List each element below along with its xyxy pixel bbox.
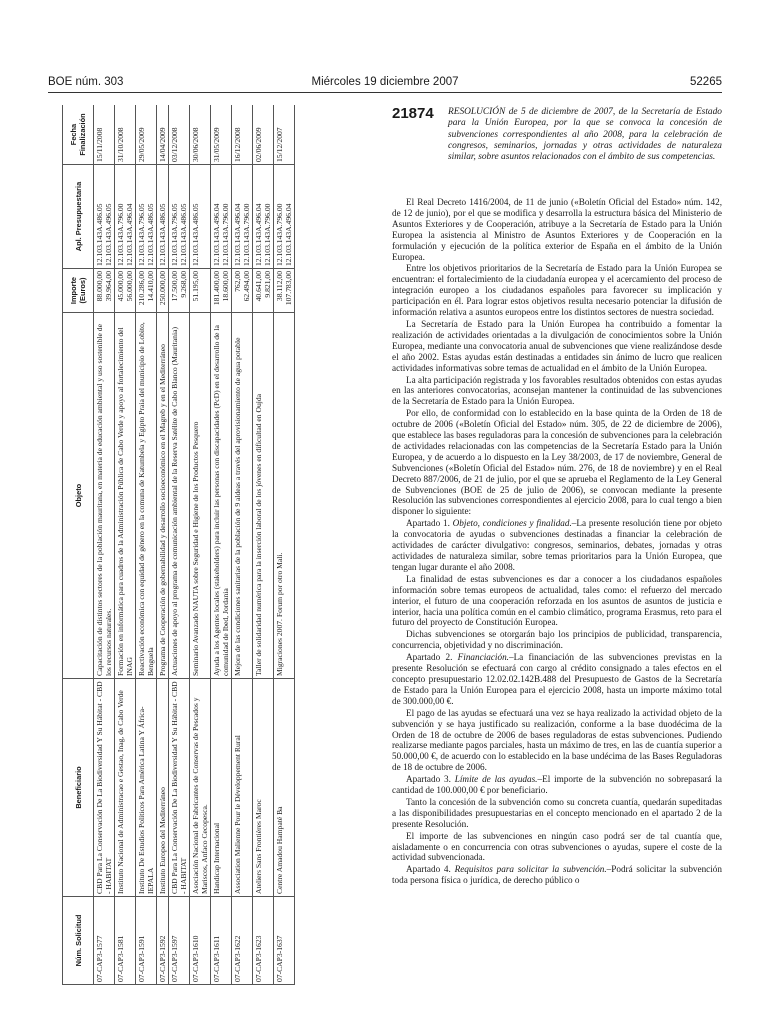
table-row (157, 105, 169, 985)
table-row (115, 105, 136, 985)
cell-fecha: 30/06/2008 (190, 105, 211, 165)
budget-line: 12.103.143A.496.04 (125, 203, 134, 266)
amount-value: 18.600,00 (221, 271, 230, 302)
cell-beneficiario: Instituto Nacional de Administracao e Gestao, Inag, de Cabo Verde (115, 679, 136, 897)
amount-value: 107.783,00 (284, 271, 293, 306)
cell-solicitud: 07-CAP3-1581 (115, 897, 136, 985)
budget-line: 12.103.143A.486.05 (95, 203, 104, 266)
paragraph: El importe de las subvenciones en ningún caso podrá ser de tal cuantía que, aisladamente o en concurrencia con otras subvenciones o ayudas, supere el coste de la actividad subvencionada. (392, 830, 722, 863)
article-label: Apartado 2. (406, 652, 453, 663)
article-text: –La presente resolución tiene por objeto la convocatoria de ayudas o subvenciones destinadas a financiar la celebración de actividades de carácter divulgativo: congresos, seminarios, debates, jornadas y otras actividades de naturaleza similar, sobre temas prioritarios para la Unión Europea, que tengan lugar durante el año 2008. (392, 518, 722, 572)
article-label: Apartado 3. (406, 774, 451, 785)
budget-line: 12.103.143A.486.05 (158, 203, 167, 266)
budget-line: 12.103.143A.796.00 (221, 203, 230, 266)
cell-aplicacion (190, 165, 211, 269)
paragraph: La finalidad de estas subvenciones es dar a conocer a los ciudadanos españoles información sobre temas europeos de actualidad, tales como: el refuerzo del mercado interior, el futuro de una cooperación reforzada en los asuntos de asuntos de justicia e interior, hacia una política común en el cambio climático, programa Erasmus, reto para el futuro del proyecto de Constitución Europea. (392, 573, 722, 628)
cell-objeto: Ayuda a los Agentes locales (stakeholders) para incluir las personas con discapacidades (PcD) en el desarrollo de la comunidad de Ibed, Jordania (211, 313, 232, 679)
grants-table-area (62, 105, 312, 985)
amount-value: 62.494,00 (242, 271, 251, 302)
resolution-body (392, 197, 722, 886)
budget-line: 12.103.143A.796.05 (137, 203, 146, 266)
table-body (94, 105, 295, 985)
cell-fecha: 31/10/2008 (115, 105, 136, 165)
cell-aplicacion (115, 165, 136, 269)
table-row (136, 105, 157, 985)
budget-line: 12.103.143A.496.04 (284, 203, 293, 266)
cell-beneficiario: Ateliers Sans Frontières Maroc (253, 679, 274, 897)
article-text: –El importe de la subvención no sobrepasará la cantidad de 100.000,00 € por beneficiario. (392, 774, 723, 796)
amount-value: 9.821,00 (263, 271, 272, 298)
budget-line: 12.103.143A.496.04 (254, 203, 263, 266)
cell-fecha: 15/11/2008 (94, 105, 115, 165)
cell-importe (232, 269, 253, 313)
page-header (48, 76, 722, 92)
cell-aplicacion (157, 165, 169, 269)
paragraph: Dichas subvenciones se otorgarán bajo los principios de publicidad, transparencia, concurrencia, objetividad y no discriminación. (392, 629, 722, 651)
cell-objeto: Mejora de las condiciones sanitarias de la población de 9 aldeas a través del aprovisionamiento de agua potable (232, 313, 253, 679)
cell-importe (274, 269, 295, 313)
cell-importe (169, 269, 190, 313)
amount-value: 56.000,00 (125, 271, 134, 302)
cell-fecha: 15/12/2007 (274, 105, 295, 165)
cell-importe (115, 269, 136, 313)
amount-value: 39.964,00 (104, 271, 113, 302)
article-label: Apartado 4. (406, 864, 451, 875)
article-4 (392, 864, 722, 886)
amount-value: 14.410,00 (146, 271, 155, 302)
cell-solicitud: 07-CAP3-1637 (274, 897, 295, 985)
cell-solicitud: 07-CAP3-1592 (157, 897, 169, 985)
cell-objeto: Capacitación de distintos sectores de la población mauritana, en materia de educación ambiental y uso sostenible de los recursos naturales. (94, 313, 115, 679)
cell-solicitud: 07-CAP3-1591 (136, 897, 157, 985)
paragraph: El Real Decreto 1416/2004, de 11 de junio («Boletín Oficial del Estado» núm. 142, de 12 de junio), por el que se modifica y desarrolla la estructura básica del Ministerio de Asuntos Exteriores y de Cooperación, atribuye a la Secretaría de Estado para la Unión Europea la asistencia al Ministro de Asuntos Exteriores y de Cooperación en la formulación y ejecución de la política exterior de España en el ámbito de la Unión Europea. (392, 197, 722, 262)
budget-line: 12.103.143A.796.00 (242, 203, 251, 266)
table-row (211, 105, 232, 985)
cell-importe (211, 269, 232, 313)
article-1 (392, 518, 722, 573)
cell-beneficiario: Asociación Nacional de Fabricantes de Conservas de Pescados y Mariscos, Anfaco Cecopesca. (190, 679, 211, 897)
budget-line: 12.103.143A.796.05 (170, 203, 179, 266)
cell-aplicacion (232, 165, 253, 269)
paragraph: La alta participación registrada y los favorables resultados obtenidos con estas ayudas en las anteriores convocatorias, aconsejan mantener la continuidad de las subvenciones de la Secretaría de Estado para la Unión Europea. (392, 374, 722, 407)
article-3 (392, 774, 722, 796)
column-header: Núm. Solicitud (63, 897, 94, 985)
article-title: Límite de las ayudas. (454, 774, 538, 785)
cell-objeto: Migraciones 2007. Forum por otro Mali. (274, 313, 295, 679)
paragraph: El pago de las ayudas se efectuará una vez se haya realizado la actividad objeto de la subvención y se haya justificado su realización, conforme a la base duodécima de la Orden de 18 de octubre de 2006 de bases reguladoras de estas subvenciones. Pudiendo realizarse mediante pagos parciales, hasta un máximo de tres, en las de cuantía superior a 50.000,00 €, de acuerdo con lo establecido en la base undécima de las Bases Reguladoras de 18 de octubre de 2006. (392, 707, 722, 773)
budget-line: 12.103.143A.496.04 (212, 203, 221, 266)
amount-value: 40.641,00 (254, 271, 263, 302)
paragraph: Tanto la concesión de la subvención como su concreta cuantía, quedarán supeditadas a las disponibilidades presupuestarias en el concepto mencionado en el apartado 2 de la presente Resolución. (392, 796, 722, 829)
amount-value: 17.500,00 (170, 271, 179, 302)
cell-solicitud: 07-CAP3-1597 (169, 897, 190, 985)
cell-objeto: Actuaciones de apoyo al programa de comunicación ambiental de la Reserva Satélite de Cabo Blanco (Mauritania) (169, 313, 190, 679)
cell-solicitud: 07-CAP3-1577 (94, 897, 115, 985)
cell-beneficiario: Instituto Europeo del Mediterráneo (157, 679, 169, 897)
budget-line: 12.103.143A.486.05 (179, 203, 188, 266)
cell-beneficiario: Handicap Internacional (211, 679, 232, 897)
rotated-table-container (62, 105, 312, 985)
budget-line: 12.103.143A.796.00 (116, 203, 125, 266)
page-number: 52265 (690, 76, 722, 88)
table-row (94, 105, 115, 985)
cell-solicitud: 07-CAP3-1611 (211, 897, 232, 985)
amount-value: 250.000,00 (158, 271, 167, 306)
header-rule (48, 92, 722, 93)
amount-value: 9.268,00 (179, 271, 188, 298)
amount-value: 210.286,00 (137, 271, 146, 306)
cell-importe (94, 269, 115, 313)
cell-solicitud: 07-CAP3-1610 (190, 897, 211, 985)
cell-objeto: Reactivación económica con equidad de género en la comuna de Katumbela y Egipto Praia del municipio de Lobito, Benguela (136, 313, 157, 679)
table-row (232, 105, 253, 985)
article-2 (392, 652, 722, 707)
cell-aplicacion (169, 165, 190, 269)
article-title: Objeto, condiciones y finalidad. (452, 518, 572, 529)
cell-importe (157, 269, 169, 313)
budget-line: 12.103.143A.486.05 (146, 203, 155, 266)
cell-objeto: Taller de solidaridad numérica para la inserción laboral de los jóvenes en dificultad en Oujda (253, 313, 274, 679)
amount-value: 88.000,00 (95, 271, 104, 302)
budget-line: 12.103.143A.796.00 (263, 203, 272, 266)
resolution-title: RESOLUCIÓN de 5 de diciembre de 2007, de la Secretaría de Estado para la Unión Europea, por la que se convoca la concesión de subvenciones correspondientes al año 2008, para la celebración de congresos, seminarios, jornadas y otras actividades de naturaleza similar, sobre asuntos relacionados con el ámbito de sus competencias. (448, 107, 722, 163)
amount-value: 38.112,00 (275, 271, 284, 302)
cell-aplicacion (136, 165, 157, 269)
cell-aplicacion (253, 165, 274, 269)
article-title: Financiación. (457, 652, 509, 663)
resolution-column (392, 105, 722, 887)
paragraph: La Secretaría de Estado para la Unión Europea ha contribuido a fomentar la realización de actividades orientadas a la divulgación de conocimientos sobre la Unión Europea, mediante una convocatoria anual de subvenciones que viene realizándose desde el año 2002. Estas ayudas están destinadas a entidades sin ánimo de lucro que realicen actividades informativas sobre temas de actualidad en el ámbito de la Unión Europea. (392, 318, 722, 373)
column-header: Objeto (63, 313, 94, 679)
cell-beneficiario: Centre Amadou Hampaté Ba (274, 679, 295, 897)
journal-issue: BOE núm. 303 (48, 76, 124, 88)
cell-beneficiario: Association Malienne Pour le Développement Rural (232, 679, 253, 897)
column-header: Importe (Euros) (63, 269, 94, 313)
cell-objeto: Seminario Avanzado NAUTA sobre Seguridad e Higiene de los Productos Pesquero (190, 313, 211, 679)
article-text: –La financiación de las subvenciones previstas en la presente Resolución se efectuará con cargo al crédito consignado a tales efectos en el concepto presupuestario 12.02.02.142B.488 del Presupuesto de Gastos de la Secretaría de Estado para la Unión Europea para el ejercicio 2008, hasta un importe máximo total de 300.000,00 €. (392, 652, 723, 706)
column-header: Beneficiario (63, 679, 94, 897)
table-row (190, 105, 211, 985)
cell-fecha: 16/12/2008 (232, 105, 253, 165)
cell-importe (190, 269, 211, 313)
cell-fecha: 31/05/2009 (211, 105, 232, 165)
budget-line: 12.103.143A.496.04 (233, 203, 242, 266)
cell-importe (136, 269, 157, 313)
table-row (274, 105, 295, 985)
cell-beneficiario: Instituto De Estudios Políticos Para América Latina Y África-IEPALA (136, 679, 157, 897)
cell-solicitud: 07-CAP3-1623 (253, 897, 274, 985)
table-row (169, 105, 190, 985)
cell-fecha: 03/12/2008 (169, 105, 190, 165)
cell-objeto: Programa de Cooperación de gobernabilidad y desarrollo socioeconómico en el Magreb y en el Mediterráneo (157, 313, 169, 679)
article-title: Requisitos para solicitar la subvención. (454, 864, 607, 875)
cell-fecha: 02/06/2009 (253, 105, 274, 165)
cell-objeto: Formación en informática para cuadros de la Administración Pública de Cabo Verde y apoyo al fortalecimiento del INAG (115, 313, 136, 679)
cell-aplicacion (211, 165, 232, 269)
resolution-heading (392, 105, 722, 197)
column-header: Apl. Presupuestaria (63, 165, 94, 269)
column-header: Fecha Finalización (63, 105, 94, 165)
cell-fecha: 14/04/2009 (157, 105, 169, 165)
paragraph: Por ello, de conformidad con lo establecido en la base quinta de la Orden de 18 de octubre de 2006 («Boletín Oficial del Estado» núm. 305, de 22 de diciembre de 2006), que establece las bases reguladoras para la concesión de subvenciones para la celebración de actividades relacionadas con las competencias de la Secretaría Estado para la Unión Europea, y de acuerdo a lo dispuesto en la Ley 38/2003, de 17 de noviembre, General de Subvenciones («Boletín Oficial del Estado» núm. 276, de 18 de noviembre) y en el Real Decreto 887/2006, de 21 de julio, por el que se aprueba el Reglamento de la Ley General de Subvenciones (BOE de 25 de julio de 2006), se convocan mediante la presente Resolución las subvenciones correspondientes al ejercicio 2008, para lo cual tengo a bien disponer lo siguiente: (392, 408, 722, 517)
cell-beneficiario: CBD Para La Conservación De La Biodiversidad Y Su Hábitat - CBD - HABITAT (94, 679, 115, 897)
cell-aplicacion (94, 165, 115, 269)
cell-importe (253, 269, 274, 313)
resolution-number: 21874 (392, 105, 434, 122)
publication-date: Miércoles 19 diciembre 2007 (311, 76, 459, 88)
table-row (253, 105, 274, 985)
amount-value: 181.400,00 (212, 271, 221, 306)
cell-aplicacion (274, 165, 295, 269)
article-text: –Podrá solicitar la subvención toda persona física o jurídica, de derecho público o (392, 864, 722, 886)
cell-fecha: 29/05/2009 (136, 105, 157, 165)
article-label: Apartado 1. (406, 518, 450, 529)
cell-solicitud: 07-CAP3-1622 (232, 897, 253, 985)
grants-table (62, 105, 295, 985)
amount-value: 51.195,00 (191, 271, 200, 302)
paragraph: Entre los objetivos prioritarios de la Secretaría de Estado para la Unión Europea se encuentran: el fortalecimiento de la ciudadanía europea y el acercamiento del proceso de integración europeo a los ciudadanos españoles para favorecer su implicación y participación en él. Para lograr estos objetivos resulta necesario potenciar la difusión de información relativa a asuntos europeos entre los distintos sectores de nuestra sociedad. (392, 263, 722, 318)
budget-line: 12.103.143A.796.00 (275, 203, 284, 266)
amount-value: 762,00 (233, 271, 242, 292)
budget-line: 12.103.143A.496.05 (104, 203, 113, 266)
table-header-row (63, 105, 94, 985)
budget-line: 12.103.143A.486.05 (191, 203, 200, 266)
cell-beneficiario: CBD Para La Conservación De La Biodiversidad Y Su Hábitat - CBD - HABITAT (169, 679, 190, 897)
amount-value: 45.000,00 (116, 271, 125, 302)
